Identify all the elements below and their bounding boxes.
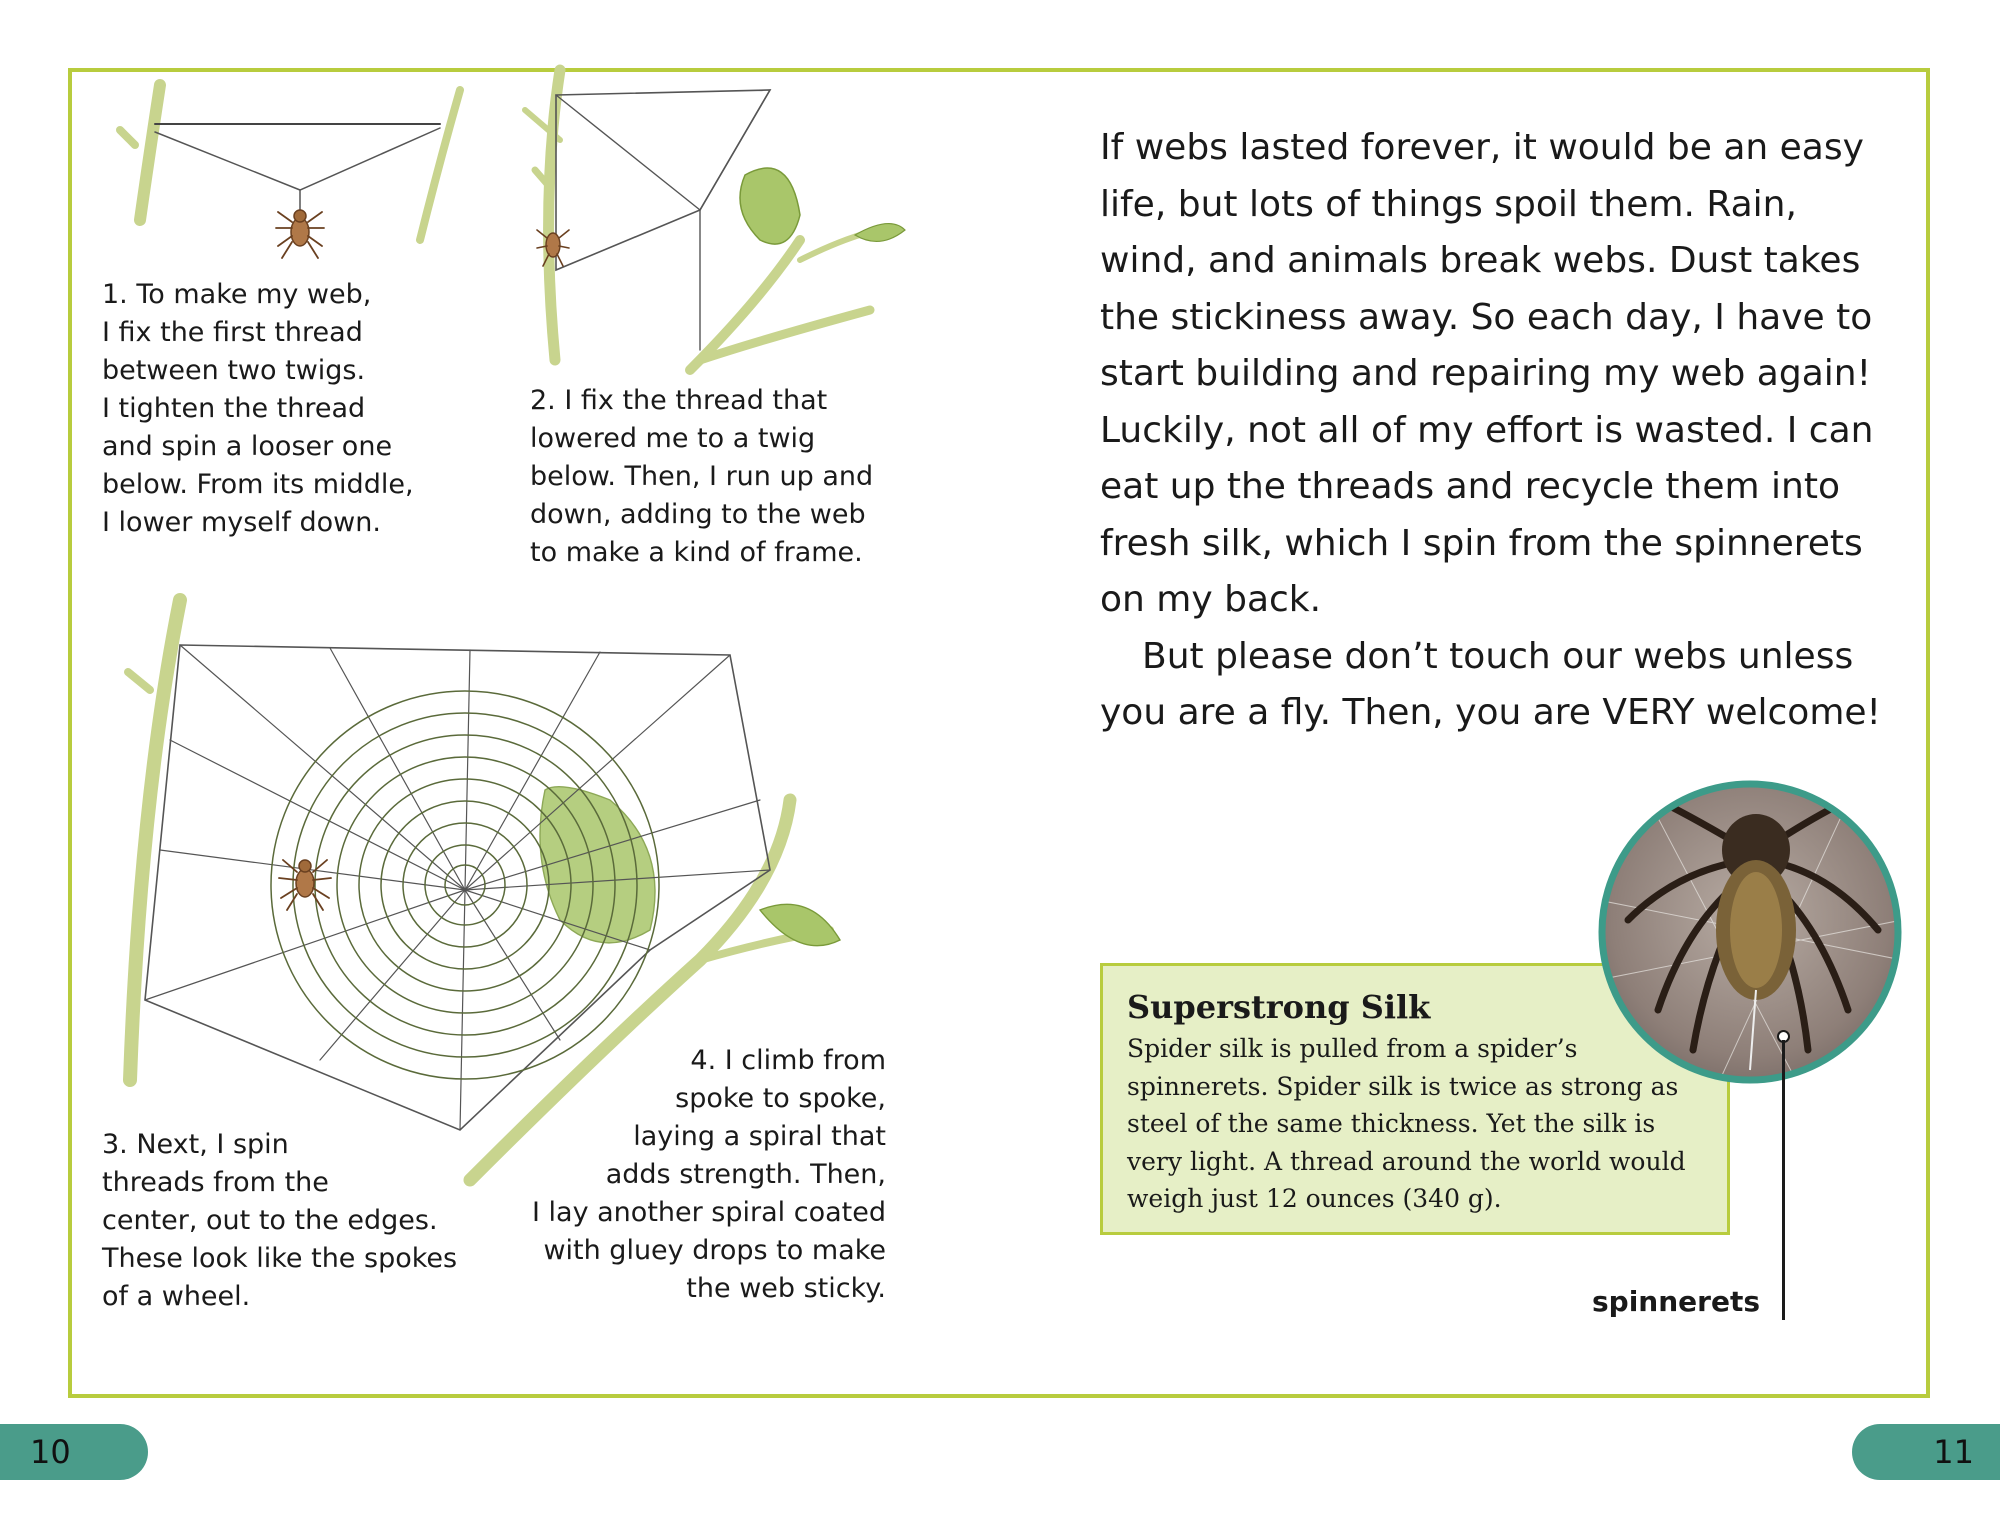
body-paragraph-2: But please don’t touch our webs unless you are a fly. Then, you are VERY welcome! bbox=[1100, 635, 1881, 733]
step2-illustration bbox=[525, 70, 905, 370]
spinnerets-pointer-line bbox=[1782, 1040, 1785, 1320]
page-number-left: 10 bbox=[0, 1424, 148, 1480]
spider-icon bbox=[276, 210, 324, 258]
step3-caption: 3. Next, I spin threads from the center, out to the edges. These look like the spokes of a wheel. bbox=[102, 1129, 458, 1312]
step2-caption: 2. I fix the thread that lowered me to a twig below. Then, I run up and down, adding to the web to make a kind of frame. bbox=[530, 385, 874, 568]
page-number-right: 11 bbox=[1852, 1424, 2000, 1480]
step4-caption: 4. I climb from spoke to spoke, laying a spiral that adds strength. Then, I lay another spiral coated with gluey drops to make the web sticky. bbox=[531, 1045, 886, 1304]
spinnerets-label: spinnerets bbox=[1591, 1285, 1760, 1318]
fact-box-title: Superstrong Silk bbox=[1127, 988, 1431, 1026]
spider-icon bbox=[279, 860, 331, 910]
fact-box-text: Spider silk is pulled from a spider’s spinnerets. Spider silk is twice as strong as steel of the same thickness. Yet the silk is very light. A thread around the world would weigh just 12 ounces (340 g). bbox=[1127, 1034, 1686, 1213]
body-paragraph-1: If webs lasted forever, it would be an easy life, but lots of things spoil them. Rain, wind, and animals break webs. Dust takes the stickiness away. So each day, I have to start building and repairing my web again! Luckily, not all of my effort is wasted. I can eat up the threads and recycle them into fresh silk, which I spin from the spinnerets on my back. bbox=[1100, 127, 1874, 620]
spider-photo bbox=[1598, 780, 1902, 1084]
step1-caption: 1. To make my web, I fix the first thread between two twigs. I tighten the thread and spin a looser one below. From its middle, I lower myself down. bbox=[102, 279, 414, 538]
step1-illustration bbox=[120, 85, 460, 258]
body-text bbox=[1100, 120, 1890, 742]
